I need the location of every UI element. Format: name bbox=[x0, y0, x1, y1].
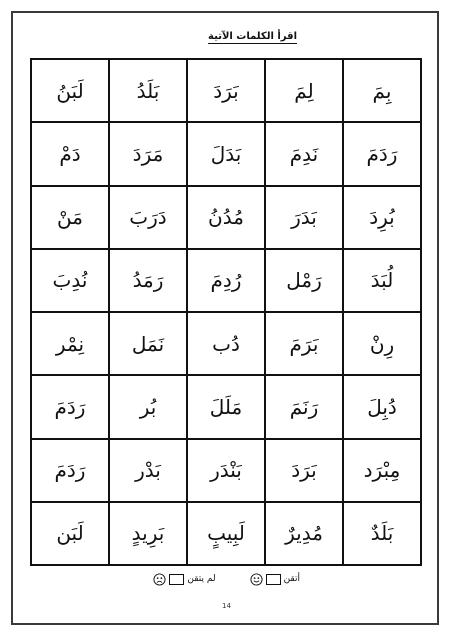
word-cell: بِمَ bbox=[343, 59, 421, 122]
word-cell: بَرَمَ bbox=[265, 312, 343, 375]
word-cell: لُبَدَ bbox=[343, 249, 421, 312]
word-cell: بَدَلَ bbox=[187, 122, 265, 185]
word-cell: بَلَدٌ bbox=[343, 502, 421, 565]
word-cell: رَمَدُ bbox=[109, 249, 187, 312]
word-cell: لِمَ bbox=[265, 59, 343, 122]
word-cell: بُرِدَ bbox=[343, 186, 421, 249]
word-cell: نُدِبَ bbox=[31, 249, 109, 312]
mastered-checkbox[interactable] bbox=[266, 574, 281, 585]
not-mastered-group bbox=[153, 573, 215, 586]
word-cell: بَدْر bbox=[109, 439, 187, 502]
word-cell: لَبَنُ bbox=[31, 59, 109, 122]
table-row bbox=[31, 439, 421, 502]
page-number: 14 bbox=[222, 602, 231, 610]
word-cell: بَدَرَ bbox=[265, 186, 343, 249]
table-row bbox=[31, 122, 421, 185]
word-cell: دَمْ bbox=[31, 122, 109, 185]
word-cell: بُر bbox=[109, 375, 187, 438]
word-cell: لَبَن bbox=[31, 502, 109, 565]
word-cell: رَدَمَ bbox=[343, 122, 421, 185]
not-mastered-checkbox[interactable] bbox=[169, 574, 184, 585]
word-cell: دُب bbox=[187, 312, 265, 375]
word-cell: نِمْر bbox=[31, 312, 109, 375]
word-cell: مُدُنُ bbox=[187, 186, 265, 249]
word-cell: رَدَمَ bbox=[31, 375, 109, 438]
word-cell: لَبِيبٍ bbox=[187, 502, 265, 565]
word-cell: بَرَدَ bbox=[265, 439, 343, 502]
mastered-label: أتقن bbox=[283, 574, 300, 584]
word-cell: رَدَمَ bbox=[31, 439, 109, 502]
word-table bbox=[30, 58, 422, 566]
word-cell: نَدِمَ bbox=[265, 122, 343, 185]
word-cell: رَمْل bbox=[265, 249, 343, 312]
word-cell: بَلَدُ bbox=[109, 59, 187, 122]
smiley-face-icon bbox=[250, 573, 263, 586]
table-row bbox=[31, 502, 421, 565]
word-cell: بَرَدَ bbox=[187, 59, 265, 122]
word-cell: بَنْدَر bbox=[187, 439, 265, 502]
word-cell: نَمَل bbox=[109, 312, 187, 375]
word-cell: دَرَبَ bbox=[109, 186, 187, 249]
page-title: اقرأ الكلمات الآتية bbox=[208, 31, 297, 42]
word-cell: مُدِيرٌ bbox=[265, 502, 343, 565]
table-row bbox=[31, 312, 421, 375]
not-mastered-label: لم يتقن bbox=[187, 574, 216, 584]
table-row bbox=[31, 249, 421, 312]
sad-face-icon bbox=[153, 573, 166, 586]
word-cell: مَنْ bbox=[31, 186, 109, 249]
table-row bbox=[31, 186, 421, 249]
word-cell: بَرِيدٍ bbox=[109, 502, 187, 565]
mastered-group bbox=[250, 573, 300, 586]
word-cell: مَرَدَ bbox=[109, 122, 187, 185]
self-assessment-footer bbox=[60, 568, 300, 590]
word-cell: مِبْرَد bbox=[343, 439, 421, 502]
word-cell: رُدِمَ bbox=[187, 249, 265, 312]
word-cell: مَلَلَ bbox=[187, 375, 265, 438]
word-cell: رَنَمَ bbox=[265, 375, 343, 438]
table-row bbox=[31, 375, 421, 438]
table-row bbox=[31, 59, 421, 122]
word-cell: رِنْ bbox=[343, 312, 421, 375]
word-cell: دُبِلَ bbox=[343, 375, 421, 438]
